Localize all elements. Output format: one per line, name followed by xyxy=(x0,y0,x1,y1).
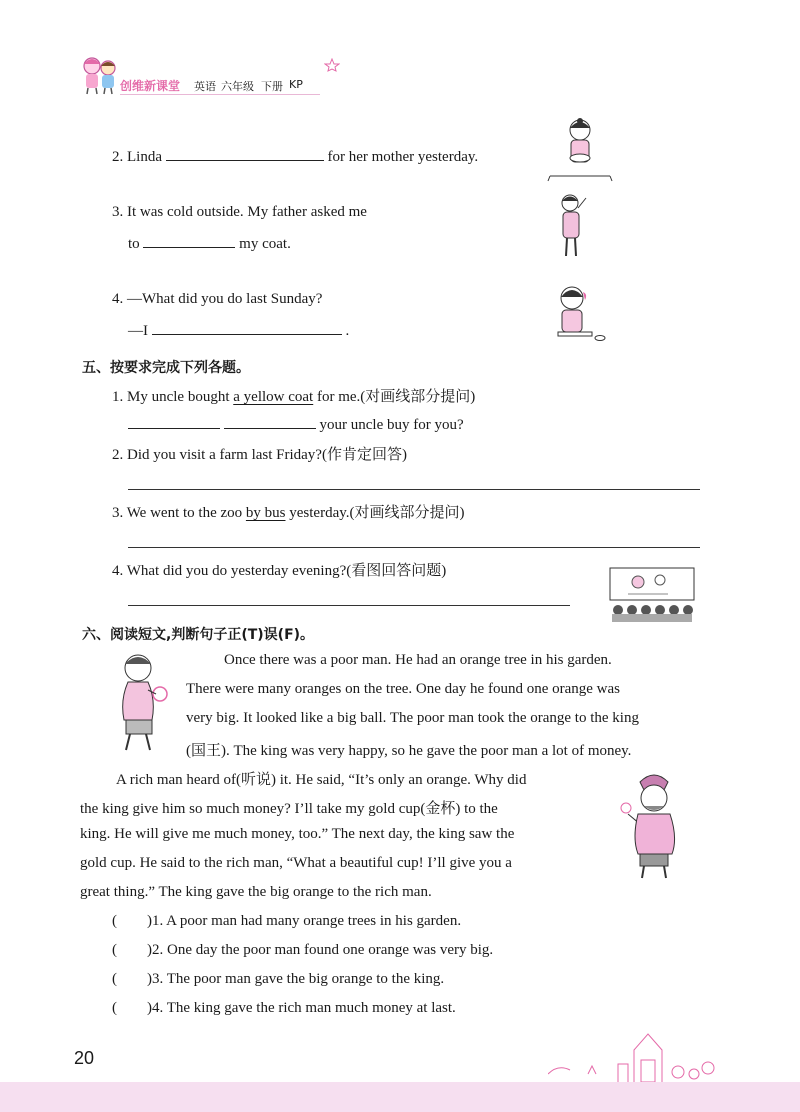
q5-2-answer-line[interactable] xyxy=(128,489,700,490)
q5-1-answer-blank-2[interactable] xyxy=(224,414,316,429)
header xyxy=(78,52,328,96)
girl-drawing-illustration xyxy=(548,282,612,346)
q4-3-line1: 3. It was cold outside. My father asked me xyxy=(112,204,367,220)
q5-1-answer-blank-1[interactable] xyxy=(128,414,220,429)
q5-2: 2. Did you visit a farm last Friday?(作肯定回答) xyxy=(112,447,407,463)
q4-2 xyxy=(112,146,478,166)
statement-2 xyxy=(112,942,493,959)
q4-2-answer-blank[interactable] xyxy=(166,146,324,161)
q4-3-pre: to xyxy=(128,236,140,252)
cinema-audience-illustration xyxy=(608,566,696,624)
girl-coat-illustration xyxy=(554,192,590,260)
q4-3-answer-blank[interactable] xyxy=(143,233,235,248)
girl-cooking-illustration xyxy=(545,118,615,184)
statement-2-text: 2. One day the poor man found one orange was very big. xyxy=(152,942,494,958)
passage-line-6: the king give him so much money? I’ll take my gold cup(金杯) to the xyxy=(80,801,498,817)
statement-1-text: 1. A poor man had many orange trees in his garden. xyxy=(152,913,462,929)
q5-3 xyxy=(112,501,465,522)
header-rule xyxy=(120,94,320,95)
cartoon-kids-logo-icon xyxy=(78,52,122,96)
passage-line-9: great thing.” The king gave the big orange to the rich man. xyxy=(80,884,432,900)
header-volume: 下册 xyxy=(261,80,283,93)
q5-1-post: for me.(对画线部分提问) xyxy=(313,389,476,405)
statement-2-close-paren: ) xyxy=(147,942,152,958)
q4-4-post: . xyxy=(345,323,350,339)
q4-2-post: for her mother yesterday. xyxy=(327,149,479,165)
q5-3-pre: 3. We went to the zoo xyxy=(112,505,246,521)
statement-2-open-paren: ( xyxy=(112,942,117,958)
poor-man-illustration xyxy=(110,650,174,754)
q5-1-answer xyxy=(128,414,464,434)
castle-decoration-icon xyxy=(548,1024,718,1084)
q4-3-post: my coat. xyxy=(239,236,291,252)
page-number: 20 xyxy=(74,1048,95,1068)
q4-4-answer-blank[interactable] xyxy=(152,320,342,335)
q5-1 xyxy=(112,385,475,406)
statement-3 xyxy=(112,971,444,988)
passage-line-3: very big. It looked like a big ball. The poor man took the orange to the king xyxy=(186,710,639,726)
header-edition: KP xyxy=(289,78,303,91)
star-decoration-icon xyxy=(324,58,340,72)
passage-line-4: (国王). The king was very happy, so he gave the poor man a lot of money. xyxy=(186,743,632,759)
passage-line-5: A rich man heard of(听说) it. He said, “It’s only an orange. Why did xyxy=(116,772,527,788)
passage-line-2: There were many oranges on the tree. One day he found one orange was xyxy=(186,681,620,697)
q4-2-pre: 2. Linda xyxy=(112,149,162,165)
header-grade: 六年级 xyxy=(221,80,254,93)
brand-title: 创维新课堂 xyxy=(120,79,181,93)
passage-line-8: gold cup. He said to the rich man, “What a beautiful cup! I’ll give you a xyxy=(80,855,512,871)
q4-3-line2 xyxy=(128,233,291,253)
statement-1-open-paren: ( xyxy=(112,913,117,929)
q5-1-underlined: a yellow coat xyxy=(233,389,314,405)
statement-4 xyxy=(112,1000,456,1017)
q5-3-underlined: by bus xyxy=(245,505,286,521)
section-five-heading: 五、按要求完成下列各题。 xyxy=(82,360,250,376)
q4-4-line2 xyxy=(128,320,349,340)
passage-line-7: king. He will give me much money, too.” The next day, the king saw the xyxy=(80,826,515,842)
header-subject: 英语 xyxy=(194,80,216,93)
statement-1 xyxy=(112,913,461,930)
q5-1-answer-post: your uncle buy for you? xyxy=(319,417,464,433)
q5-3-answer-line[interactable] xyxy=(128,547,700,548)
q5-3-post: yesterday.(对画线部分提问) xyxy=(285,505,465,521)
statement-3-open-paren: ( xyxy=(112,971,117,987)
q4-4-pre: —I xyxy=(128,323,148,339)
section-six-heading: 六、阅读短文,判断句子正(T)误(F)。 xyxy=(82,627,315,643)
statement-1-close-paren: ) xyxy=(147,913,152,929)
statement-4-close-paren: ) xyxy=(147,1000,152,1016)
rich-man-illustration xyxy=(614,768,694,882)
q5-1-pre: 1. My uncle bought xyxy=(112,389,234,405)
statement-3-text: 3. The poor man gave the big orange to the king. xyxy=(152,971,445,987)
statement-4-text: 4. The king gave the rich man much money at last. xyxy=(152,1000,456,1016)
statement-3-close-paren: ) xyxy=(147,971,152,987)
statement-4-open-paren: ( xyxy=(112,1000,117,1016)
q5-4: 4. What did you do yesterday evening?(看图回答问题) xyxy=(112,563,447,579)
passage-line-1: Once there was a poor man. He had an orange tree in his garden. xyxy=(224,652,612,668)
q4-4-line1: 4. —What did you do last Sunday? xyxy=(112,291,323,307)
footer-band xyxy=(0,1082,800,1112)
q5-4-answer-line[interactable] xyxy=(128,605,570,606)
